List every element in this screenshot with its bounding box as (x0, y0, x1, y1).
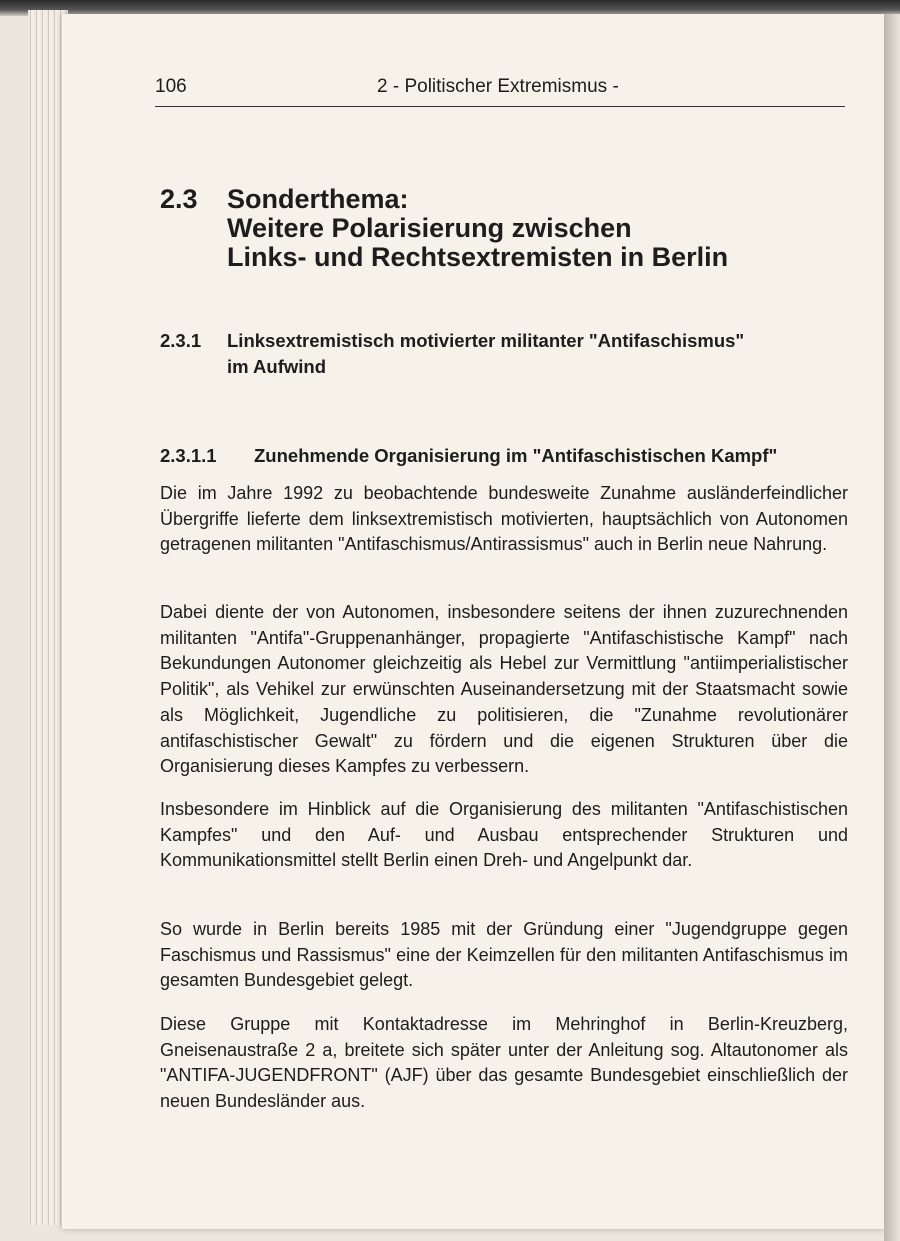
subsubsection-number: 2.3.1.1 (160, 445, 217, 466)
running-title: 2 - Politischer Extremismus - (377, 76, 619, 97)
subsection-title-line: Linksextremistisch motivierter militanter "Antifaschismus" (227, 330, 745, 351)
paragraph: So wurde in Berlin bereits 1985 mit der Gründung einer "Jugendgruppe gegen Faschismus und Rassismus" eine der Keimzellen für den militanten Antifaschismus im gesamten Bundesgebiet gelegt. (160, 919, 848, 991)
paragraph: Diese Gruppe mit Kontaktadresse im Mehringhof in Berlin-Kreuzberg, Gneisenaustraße 2 a, breitete sich später unter der Anleitung sog. Altautonomer als "ANTIFA-JUGENDFRONT" (AJF) über das gesamte Bundesgebiet einschließlich der neuen Bundesländer aus. (160, 1014, 848, 1112)
subsection-title-line: im Aufwind (227, 356, 326, 377)
section-title-line: Weitere Polarisierung zwischen (227, 213, 632, 243)
section-title-line: Links- und Rechtsextremisten in Berlin (227, 242, 729, 272)
subsubsection-title: Zunehmende Organisierung im "Antifaschistischen Kampf" (254, 445, 778, 466)
page-number: 106 (155, 76, 187, 97)
section-number: 2.3 (160, 184, 198, 214)
section-title (227, 185, 827, 272)
paragraph: Insbesondere im Hinblick auf die Organisierung des militanten "Antifaschistischen Kampfes" und den Auf- und Ausbau entsprechender Strukturen und Kommunikationsmittel stellt Berlin einen Dreh- und Angelpunkt dar. (160, 799, 848, 871)
paragraph: Dabei diente der von Autonomen, insbesondere seitens der ihnen zuzurechnenden militanten "Antifa"-Gruppenanhänger, propagierte "Antifaschistische Kampf" nach Bekundungen Autonomer gleichzeitig als Hebel zur Vermittlung "antiimperialistischer Politik", als Vehikel zur erwünschten Auseinandersetzung mit der Staatsmacht sowie als Möglichkeit, Jugendliche zu politisieren, die "Zunahme revolutionärer antifaschistischer Gewalt" zu fördern und die eigenen Strukturen über die Organisierung dieses Kampfes zu verbessern. (160, 602, 848, 777)
page-header (155, 72, 845, 102)
header-rule (155, 106, 845, 107)
subsection-title (227, 328, 827, 380)
section-title-line: Sonderthema: (227, 184, 409, 214)
scan-border-right (884, 14, 900, 1241)
subsection-number: 2.3.1 (160, 330, 202, 351)
paragraph: Die im Jahre 1992 zu beobachtende bundesweite Zunahme ausländerfeindlicher Übergriffe lieferte dem linksextremistisch motivierten, hauptsächlich von Autonomen getragenen militanten "Antifaschismus/Antirassismus" auch in Berlin neue Nahrung. (160, 483, 848, 555)
